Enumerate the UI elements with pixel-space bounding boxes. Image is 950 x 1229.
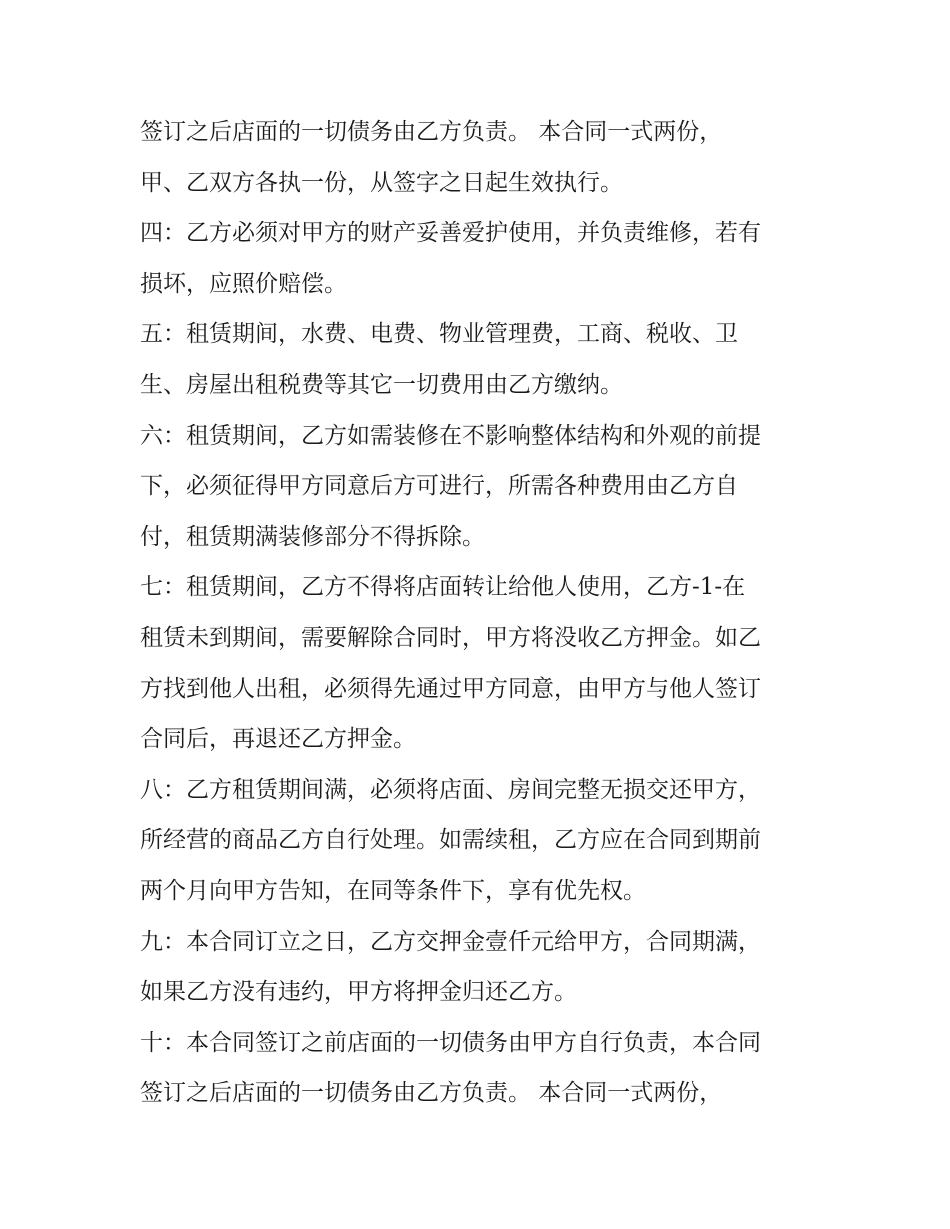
text-line-1: 签订之后店面的一切债务由乙方负责。 本合同一式两份， xyxy=(140,119,723,145)
text-line-7: 六：租赁期间，乙方如需装修在不影响整体结构和外观的前提 xyxy=(140,422,761,449)
text-line-5: 五：租赁期间，水费、电费、物业管理费，工商、税收、卫 xyxy=(140,321,738,348)
text-line-6: 生、房屋出租税费等其它一切费用由乙方缴纳。 xyxy=(140,371,623,398)
text-line-17: 九：本合同订立之日，乙方交押金壹仟元给甲方，合同期满， xyxy=(140,928,761,955)
text-line-2: 甲、乙双方各执一份，从签字之日起生效执行。 xyxy=(140,169,623,196)
text-line-12: 方找到他人出租，必须得先通过甲方同意，由甲方与他人签订 xyxy=(140,675,761,702)
text-line-15: 所经营的商品乙方自行处理。如需续租，乙方应在合同到期前 xyxy=(140,827,761,854)
text-line-20: 签订之后店面的一切债务由乙方负责。 本合同一式两份， xyxy=(140,1080,723,1107)
text-line-13: 合同后，再退还乙方押金。 xyxy=(140,726,416,753)
text-line-18: 如果乙方没有违约，甲方将押金归还乙方。 xyxy=(140,979,577,1006)
document-body xyxy=(140,107,830,1119)
text-line-11: 租赁未到期间，需要解除合同时，甲方将没收乙方押金。如乙 xyxy=(140,624,761,651)
text-line-10: 七：租赁期间，乙方不得将店面转让给他人使用，乙方-1-在 xyxy=(140,574,746,601)
text-line-3: 四：乙方必须对甲方的财产妥善爱护使用，并负责维修，若有 xyxy=(140,220,761,247)
text-line-4: 损坏，应照价赔偿。 xyxy=(140,270,347,297)
text-line-16: 两个月向甲方告知，在同等条件下，享有优先权。 xyxy=(140,877,646,904)
text-line-14: 八：乙方租赁期间满，必须将店面、房间完整无损交还甲方， xyxy=(140,776,761,803)
text-line-9: 付，租赁期满装修部分不得拆除。 xyxy=(140,523,485,550)
text-line-19: 十：本合同签订之前店面的一切债务由甲方自行负责，本合同 xyxy=(140,1029,761,1056)
text-line-8: 下，必须征得甲方同意后方可进行，所需各种费用由乙方自 xyxy=(140,473,738,500)
